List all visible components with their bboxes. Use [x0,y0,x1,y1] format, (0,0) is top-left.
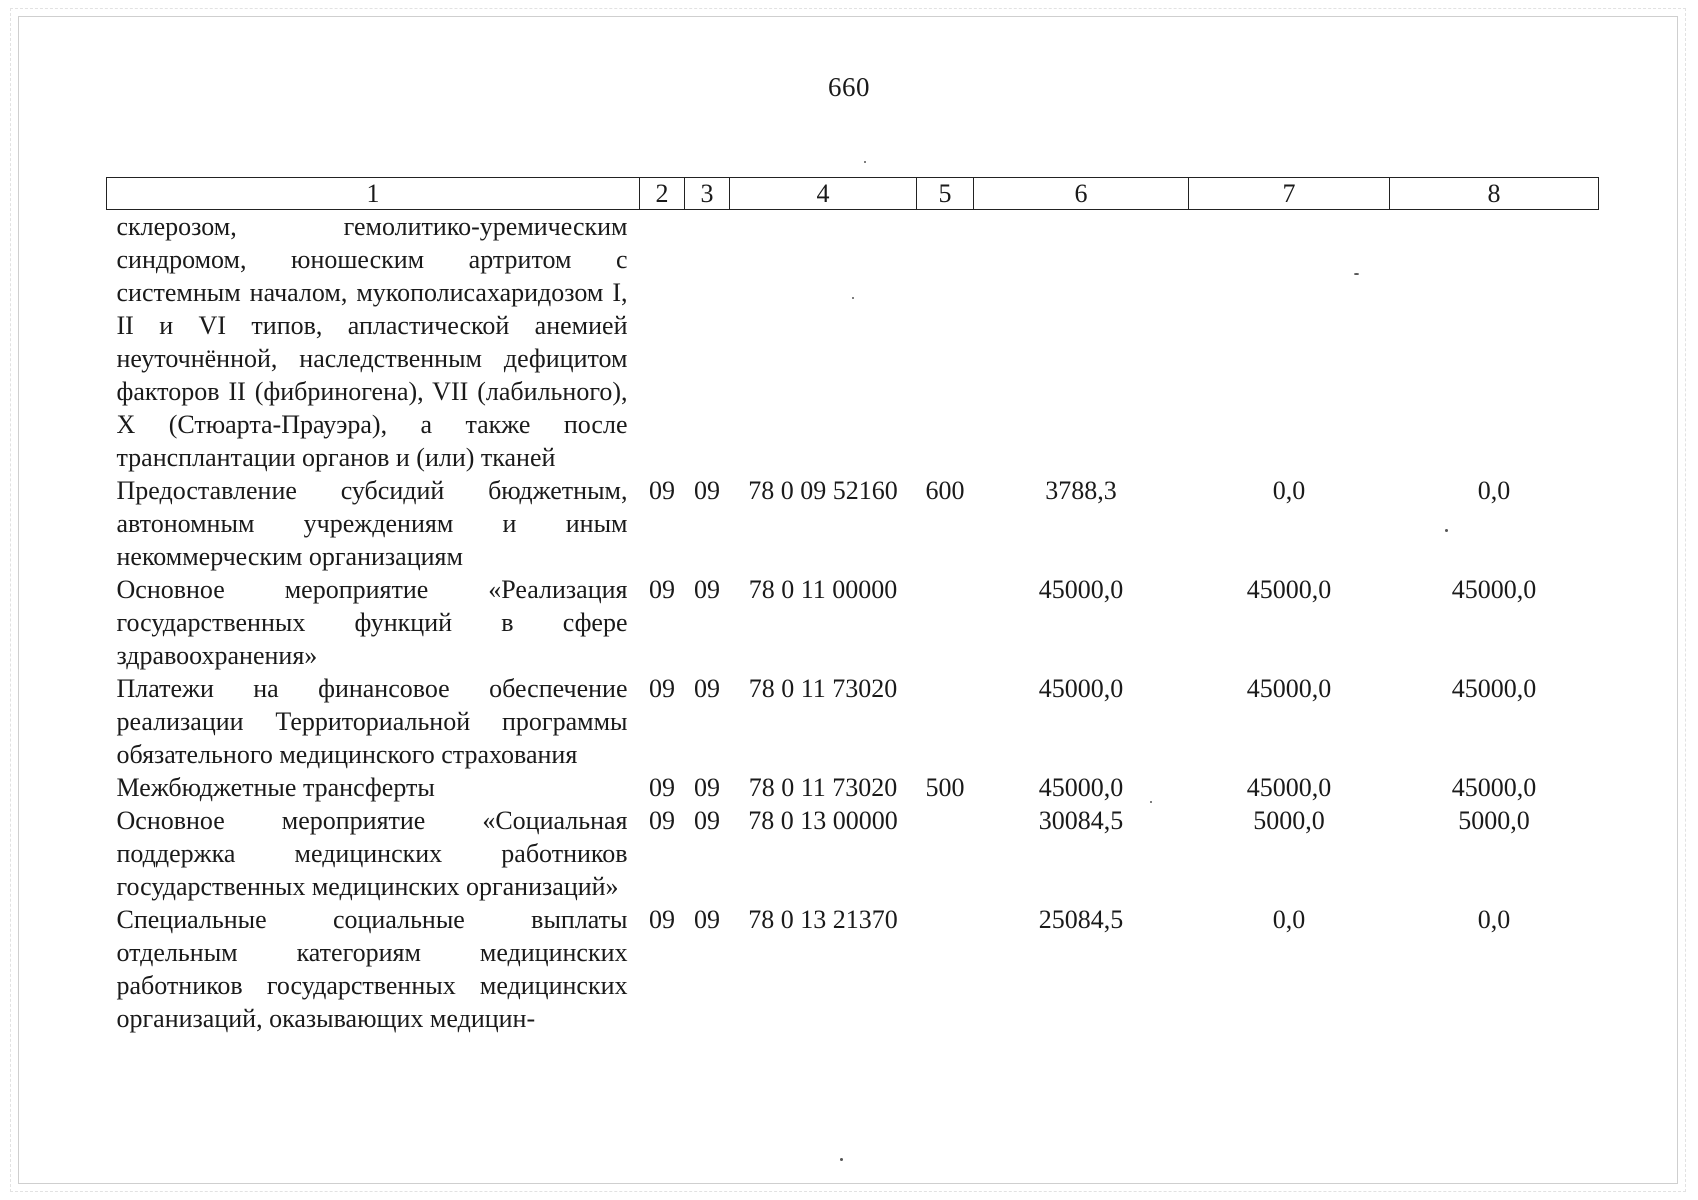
scan-speck [840,1158,843,1161]
amount-col-6: 3788,3 [1045,476,1117,505]
header-col-4: 4 [730,178,917,210]
table-row [107,672,1599,771]
scan-speck [1150,801,1152,803]
expense-type-code [917,903,974,1035]
header-col-6: 6 [974,178,1189,210]
amount-col-8 [1390,210,1599,475]
amount-col-7: 45000,0 [1246,575,1332,604]
expense-type-code [917,672,974,771]
section-code: 09 [649,905,675,934]
amount-col-8: 0,0 [1477,905,1511,934]
table-row [107,771,1599,804]
amount-col-6: 45000,0 [1038,674,1124,703]
table-row [107,474,1599,573]
subsection-code: 09 [694,476,720,505]
header-col-5: 5 [917,178,974,210]
expense-type-code [917,573,974,672]
amount-col-8: 45000,0 [1451,674,1537,703]
amount-col-7: 0,0 [1272,476,1306,505]
section-code: 09 [649,575,675,604]
expense-type-code: 600 [925,476,965,505]
target-article-code: 78 0 11 00000 [748,575,898,604]
amount-col-8: 45000,0 [1451,575,1537,604]
table-row [107,573,1599,672]
row-description: Межбюджетные трансферты [116,773,435,802]
amount-col-6 [974,210,1189,475]
section-code [640,210,685,475]
row-description: склерозом, гемолитико-уремическим синдромом, юношеским артритом с системным началом, мукополисахаридозом I, II и VI типов, апластической анемией неуточнённой, наследственным дефицитом факторов II (фибриногена), VII (лабильного), X (Стюарта-Прауэра), а также после трансплантации органов и (или) тканей [116,212,628,472]
scan-speck [852,297,854,299]
section-code: 09 [649,674,675,703]
amount-col-7: 5000,0 [1253,806,1325,835]
amount-col-8: 5000,0 [1458,806,1530,835]
expense-type-code [917,210,974,475]
subsection-code: 09 [694,773,720,802]
table-header-row [107,178,1599,210]
amount-col-7 [1189,210,1390,475]
page-number: 660 [828,72,870,102]
header-col-2: 2 [640,178,685,210]
subsection-code: 09 [694,575,720,604]
header-col-3: 3 [685,178,730,210]
amount-col-6: 30084,5 [1038,806,1124,835]
subsection-code: 09 [694,806,720,835]
header-col-1: 1 [107,178,640,210]
subsection-code [685,210,730,475]
header-col-8: 8 [1390,178,1599,210]
table-row [107,210,1599,475]
table-row [107,804,1599,903]
row-description: Предоставление субсидий бюджетным, автономным учреждениям и иным некоммерческим организациям [116,476,628,571]
subsection-code: 09 [694,905,720,934]
target-article-code: 78 0 11 73020 [748,674,898,703]
target-article-code: 78 0 13 21370 [748,905,898,934]
amount-col-7: 45000,0 [1246,674,1332,703]
target-article-code: 78 0 09 52160 [748,476,898,505]
row-description: Основное мероприятие «Реализация государственных функций в сфере здравоохранения» [116,575,628,670]
section-code: 09 [649,773,675,802]
section-code: 09 [649,476,675,505]
amount-col-8: 0,0 [1477,476,1511,505]
amount-col-6: 45000,0 [1038,575,1124,604]
table-row [107,903,1599,1035]
scan-speck [864,161,866,163]
amount-col-8: 45000,0 [1451,773,1537,802]
section-code: 09 [649,806,675,835]
target-article-code: 78 0 11 73020 [748,773,898,802]
row-description: Основное мероприятие «Социальная поддержка медицинских работников государственных медицинских организаций» [116,806,628,901]
row-description: Специальные социальные выплаты отдельным категориям медицинских работников государственных медицинских организаций, оказывающих медицин- [116,905,628,1033]
expense-type-code: 500 [925,773,965,802]
amount-col-6: 25084,5 [1038,905,1124,934]
expense-type-code [917,804,974,903]
amount-col-6: 45000,0 [1038,773,1124,802]
target-article-code: 78 0 13 00000 [748,806,898,835]
amount-col-7: 45000,0 [1246,773,1332,802]
scan-speck [1445,529,1448,532]
header-col-7: 7 [1189,178,1390,210]
amount-col-7: 0,0 [1272,905,1306,934]
budget-table [106,177,1599,1035]
row-description: Платежи на финансовое обеспечение реализации Территориальной программы обязательного медицинского страхования [116,674,628,769]
target-article-code [730,210,917,475]
subsection-code: 09 [694,674,720,703]
scan-speck [1354,273,1359,275]
